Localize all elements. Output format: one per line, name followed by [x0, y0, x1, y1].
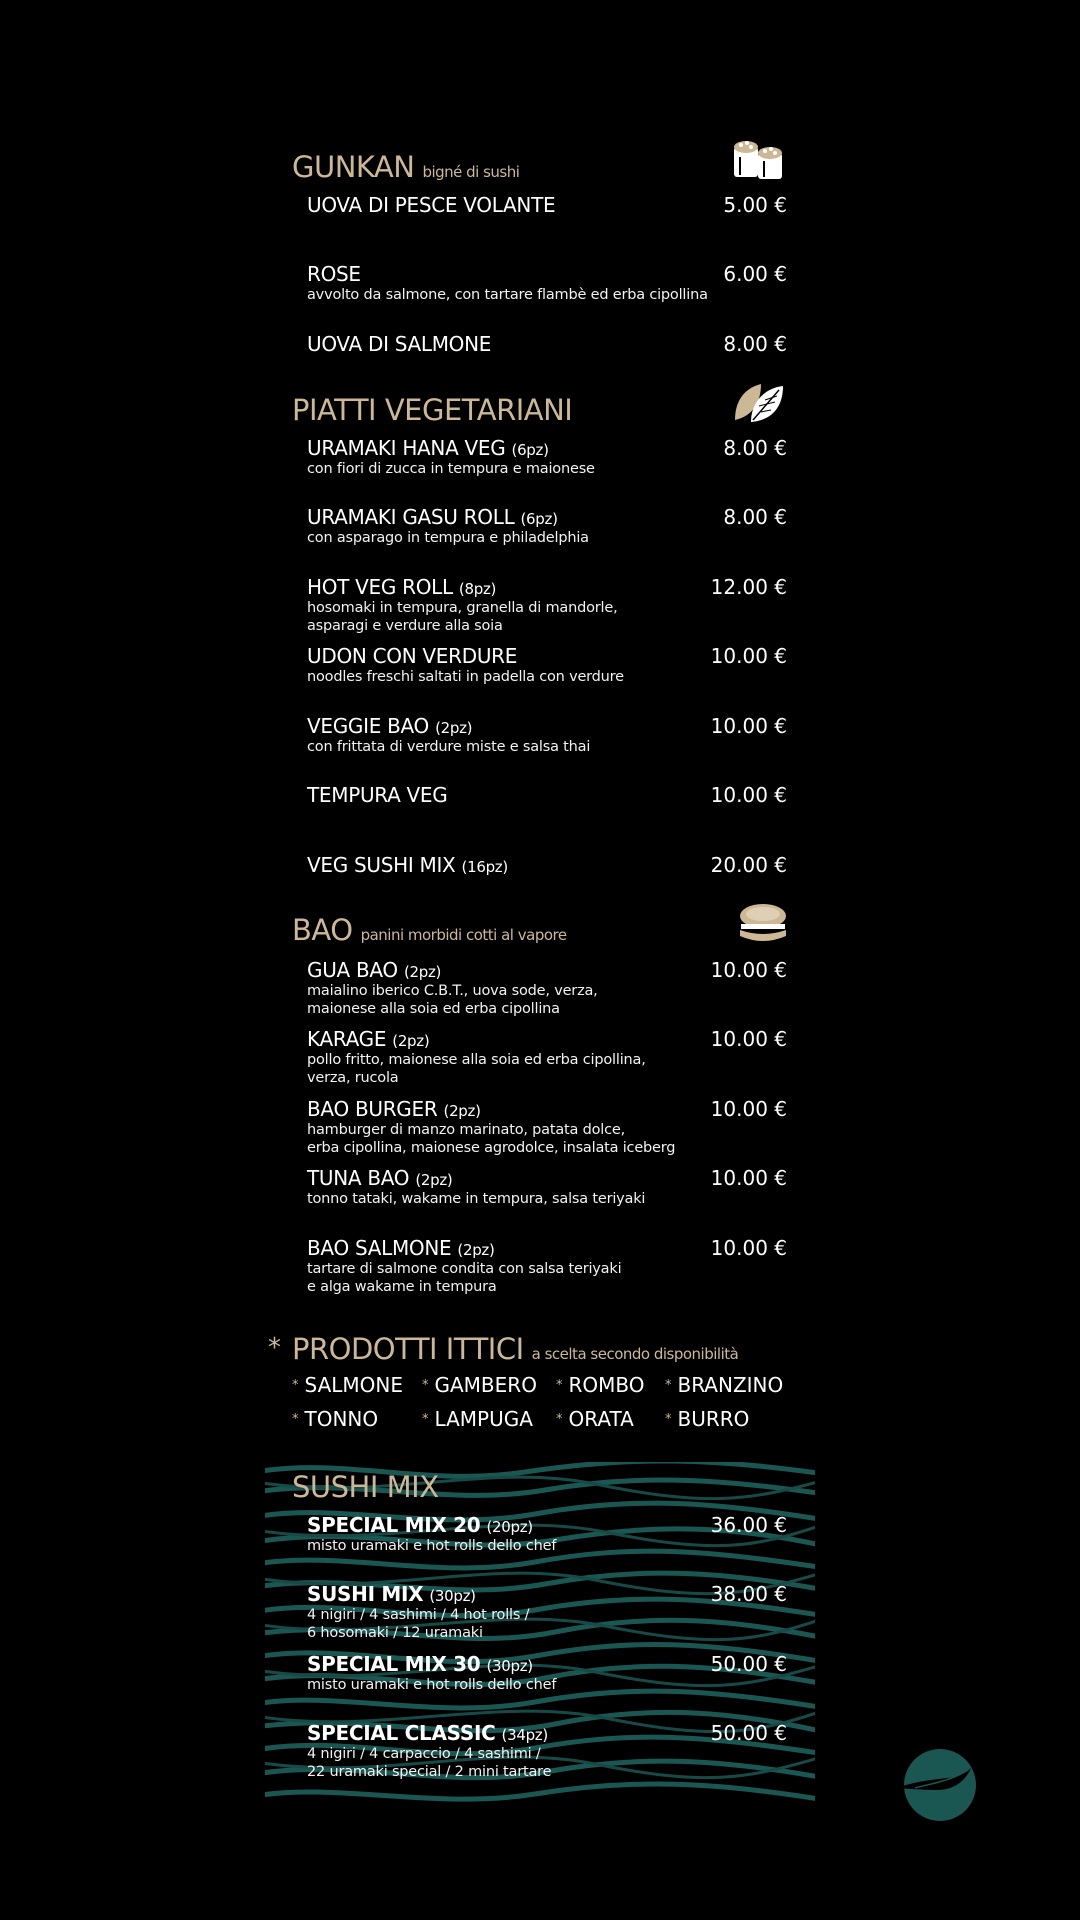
item-description: con fiori di zucca in tempura e maionese [307, 461, 595, 477]
item-description: noodles freschi saltati in padella con verdure [307, 669, 624, 685]
item-description: con frittata di verdure miste e salsa thai [307, 739, 591, 755]
gunkan-title: GUNKAN bigné di sushi [292, 150, 520, 184]
item-price: 8.00 € [723, 436, 787, 460]
item-description: avvolto da salmone, con tartare flambè ed erba cipollina [307, 287, 708, 303]
item-description: pollo fritto, maionese alla soia ed erba cipollina, [307, 1052, 646, 1068]
item-description: hamburger di manzo marinato, patata dolce, [307, 1122, 626, 1138]
item-description: asparagi e verdure alla soia [307, 618, 503, 634]
sushi-gunkan-icon [731, 133, 787, 181]
item-price: 10.00 € [710, 1027, 787, 1051]
menu-item: BAO SALMONE (2pz) tartare di salmone condita con salsa teriyaki e alga wakame in tempura 10.00 € [307, 1236, 787, 1295]
leaf-icon [731, 380, 787, 426]
item-price: 5.00 € [723, 193, 787, 217]
menu-item: URAMAKI GASU ROLL (6pz) con asparago in tempura e philadelphia 8.00 € [307, 505, 787, 546]
item-price: 8.00 € [723, 332, 787, 356]
fish-item: * LAMPUGA [422, 1407, 533, 1431]
menu-item: GUA BAO (2pz) maialino iberico C.B.T., uova sode, verza, maionese alla soia ed erba cipollina 10.00 € [307, 958, 787, 1017]
menu-item: TUNA BAO (2pz) tonno tataki, wakame in tempura, salsa teriyaki 10.00 € [307, 1166, 787, 1207]
fish-item: * ROMBO [556, 1373, 645, 1397]
item-price: 10.00 € [710, 958, 787, 982]
item-description: maialino iberico C.B.T., uova sode, verza, [307, 983, 598, 999]
menu-item: SUSHI MIX (30pz) 4 nigiri / 4 sashimi / 4 hot rolls / 6 hosomaki / 12 uramaki 38.00 € [307, 1582, 787, 1641]
item-price: 6.00 € [723, 262, 787, 286]
item-description: 22 uramaki special / 2 mini tartare [307, 1764, 552, 1780]
menu-item: URAMAKI HANA VEG (6pz) con fiori di zucca in tempura e maionese 8.00 € [307, 436, 787, 477]
item-price: 20.00 € [710, 853, 787, 877]
item-description: hosomaki in tempura, granella di mandorle, [307, 600, 618, 616]
bao-bun-icon [738, 902, 788, 948]
menu-item: UOVA DI PESCE VOLANTE 5.00 € [307, 193, 787, 217]
item-price: 8.00 € [723, 505, 787, 529]
item-description: verza, rucola [307, 1070, 399, 1086]
menu-item: SPECIAL MIX 20 (20pz) misto uramaki e hot rolls dello chef 36.00 € [307, 1513, 787, 1554]
item-price: 38.00 € [710, 1582, 787, 1606]
item-description: con asparago in tempura e philadelphia [307, 530, 589, 546]
item-description: 4 nigiri / 4 sashimi / 4 hot rolls / [307, 1607, 530, 1623]
fish-item: * BRANZINO [665, 1373, 784, 1397]
item-description: erba cipollina, maionese agrodolce, insalata iceberg [307, 1140, 676, 1156]
item-price: 10.00 € [710, 644, 787, 668]
mix-title: SUSHI MIX [292, 1470, 439, 1504]
menu-item: SPECIAL MIX 30 (30pz) misto uramaki e hot rolls dello chef 50.00 € [307, 1652, 787, 1693]
fish-item: * GAMBERO [422, 1373, 537, 1397]
bao-title: BAO panini morbidi cotti al vapore [292, 913, 567, 947]
fish-item: * ORATA [556, 1407, 634, 1431]
item-description: tartare di salmone condita con salsa teriyaki [307, 1261, 622, 1277]
gunkan-subtitle: bigné di sushi [422, 163, 520, 181]
item-description: 4 nigiri / 4 carpaccio / 4 sashimi / [307, 1746, 541, 1762]
item-description: tonno tataki, wakame in tempura, salsa teriyaki [307, 1191, 646, 1207]
fish-title: PRODOTTI ITTICI a scelta secondo disponibilità [292, 1332, 739, 1366]
menu-item: TEMPURA VEG 10.00 € [307, 783, 787, 807]
fish-item: * BURRO [665, 1407, 750, 1431]
item-price: 10.00 € [710, 714, 787, 738]
menu-item: ROSE avvolto da salmone, con tartare flambè ed erba cipollina 6.00 € [307, 262, 787, 303]
item-price: 10.00 € [710, 1166, 787, 1190]
item-price: 10.00 € [710, 1236, 787, 1260]
menu-item: VEG SUSHI MIX (16pz) 20.00 € [307, 853, 787, 877]
menu-item: VEGGIE BAO (2pz) con frittata di verdure miste e salsa thai 10.00 € [307, 714, 787, 755]
item-description: e alga wakame in tempura [307, 1279, 497, 1295]
fish-star-mark: * [268, 1333, 281, 1363]
item-price: 50.00 € [710, 1652, 787, 1676]
item-price: 10.00 € [710, 1097, 787, 1121]
item-price: 50.00 € [710, 1721, 787, 1745]
menu-item: UOVA DI SALMONE 8.00 € [307, 332, 787, 356]
bao-subtitle: panini morbidi cotti al vapore [360, 926, 567, 944]
item-price: 12.00 € [710, 575, 787, 599]
fish-item: * TONNO [292, 1407, 379, 1431]
menu-item: BAO BURGER (2pz) hamburger di manzo marinato, patata dolce, erba cipollina, maionese agrodolce, insalata iceberg 10.00 € [307, 1097, 787, 1156]
fish-subtitle: a scelta secondo disponibilità [531, 1345, 739, 1363]
menu-item: KARAGE (2pz) pollo fritto, maionese alla soia ed erba cipollina, verza, rucola 10.00 € [307, 1027, 787, 1086]
item-description: 6 hosomaki / 12 uramaki [307, 1625, 483, 1641]
item-description: misto uramaki e hot rolls dello chef [307, 1538, 557, 1554]
item-description: misto uramaki e hot rolls dello chef [307, 1677, 557, 1693]
menu-item: HOT VEG ROLL (8pz) hosomaki in tempura, granella di mandorle, asparagi e verdure alla soia 12.00 € [307, 575, 787, 634]
leaf-logo-icon [895, 1748, 981, 1822]
menu-item: SPECIAL CLASSIC (34pz) 4 nigiri / 4 carpaccio / 4 sashimi / 22 uramaki special / 2 mini tartare 50.00 € [307, 1721, 787, 1780]
item-price: 36.00 € [710, 1513, 787, 1537]
veg-title: PIATTI VEGETARIANI [292, 393, 573, 427]
item-price: 10.00 € [710, 783, 787, 807]
item-description: maionese alla soia ed erba cipollina [307, 1001, 560, 1017]
menu-item: UDON CON VERDURE noodles freschi saltati in padella con verdure 10.00 € [307, 644, 787, 685]
fish-item: * SALMONE [292, 1373, 403, 1397]
